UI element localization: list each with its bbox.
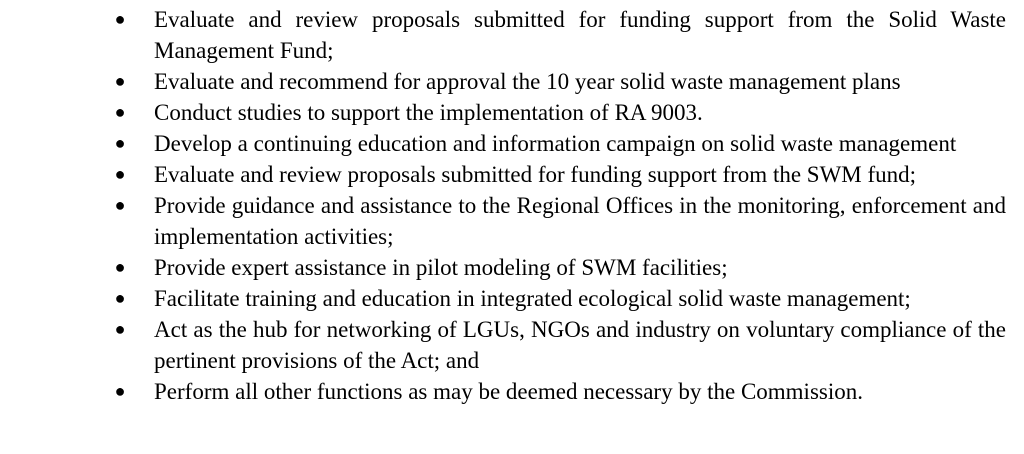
list-item-text: Facilitate training and education in integrated ecological solid waste management; bbox=[154, 286, 911, 311]
bullet-icon: ● bbox=[114, 257, 126, 277]
list-item bbox=[113, 4, 1006, 66]
bullet-icon: ● bbox=[114, 195, 126, 215]
list-item bbox=[113, 128, 1006, 159]
list-item bbox=[113, 283, 1006, 314]
bullet-icon: ● bbox=[114, 71, 126, 91]
list-item-text: Provide guidance and assistance to the Regional Offices in the monitoring, enforcement and implementation activities; bbox=[154, 193, 1006, 249]
functions-bullet-list bbox=[113, 4, 1006, 407]
list-item bbox=[113, 190, 1006, 252]
bullet-icon: ● bbox=[114, 133, 126, 153]
list-item bbox=[113, 159, 1006, 190]
list-item-text: Develop a continuing education and information campaign on solid waste management bbox=[154, 131, 957, 156]
list-item-text: Perform all other functions as may be deemed necessary by the Commission. bbox=[154, 379, 863, 404]
list-item bbox=[113, 97, 1006, 128]
list-item bbox=[113, 66, 1006, 97]
bullet-icon: ● bbox=[114, 164, 126, 184]
bullet-icon: ● bbox=[114, 319, 126, 339]
bullet-icon: ● bbox=[114, 288, 126, 308]
list-item-text: Evaluate and recommend for approval the 10 year solid waste management plans bbox=[154, 69, 901, 94]
list-item bbox=[113, 376, 1006, 407]
list-item-text: Provide expert assistance in pilot modeling of SWM facilities; bbox=[154, 255, 728, 280]
list-item-text: Evaluate and review proposals submitted for funding support from the Solid Waste Management Fund; bbox=[154, 7, 1006, 63]
bullet-icon: ● bbox=[114, 9, 126, 29]
bullet-icon: ● bbox=[114, 381, 126, 401]
list-item bbox=[113, 252, 1006, 283]
bullet-icon: ● bbox=[114, 102, 126, 122]
list-item bbox=[113, 314, 1006, 376]
list-item-text: Conduct studies to support the implementation of RA 9003. bbox=[154, 100, 703, 125]
list-item-text: Evaluate and review proposals submitted for funding support from the SWM fund; bbox=[154, 162, 917, 187]
list-item-text: Act as the hub for networking of LGUs, NGOs and industry on voluntary compliance of the pertinent provisions of the Act; and bbox=[154, 317, 1006, 373]
